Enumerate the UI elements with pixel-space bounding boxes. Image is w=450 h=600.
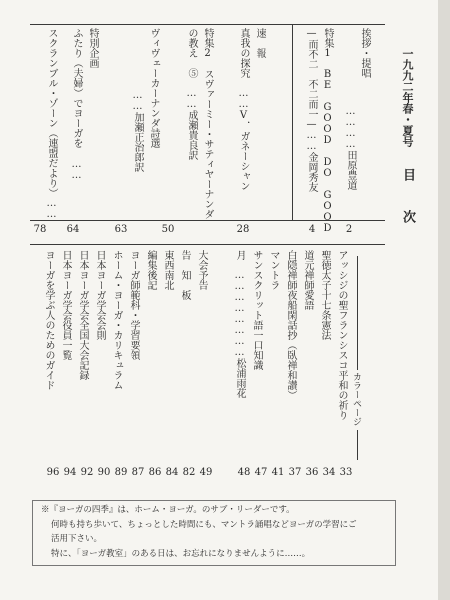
top-rule bbox=[30, 24, 385, 25]
color-page-item[interactable]: マントラ bbox=[268, 250, 279, 290]
entry-label: 特集2 スヴァーミー・サティヤーナンダ bbox=[202, 28, 213, 219]
page-number: 84 bbox=[165, 467, 179, 478]
misc-entry[interactable]: 大会予告 bbox=[196, 250, 207, 290]
color-page-label: カラーページ bbox=[351, 372, 361, 426]
misc-entry[interactable]: ヨーガ師範科・学習要領 bbox=[128, 250, 139, 360]
entry-author: …………田原豊道 bbox=[345, 106, 356, 190]
page-number: 92 bbox=[80, 467, 94, 478]
issue-label: 一九九二年春・夏号 bbox=[401, 48, 414, 147]
misc-entry[interactable]: ヨーガを学ぶ人のためのガイド bbox=[43, 250, 54, 390]
misc-entry[interactable]: 日本ヨーガ学会全国大会記録 bbox=[77, 250, 88, 380]
entry-author: ふたり（夫婦）でヨーガを …… bbox=[71, 28, 82, 181]
entry-author: 真我の探究 ……V．ガネーシャン bbox=[238, 28, 249, 191]
misc-entry[interactable]: 告 知 板 bbox=[179, 250, 190, 300]
page-number: 50 bbox=[161, 224, 175, 235]
page-number: 41 bbox=[271, 467, 285, 478]
page-edge bbox=[438, 0, 450, 600]
page-number: 86 bbox=[148, 467, 162, 478]
notice-line-3: 活用下さい。 bbox=[51, 534, 103, 544]
entry-label: 特別企画 bbox=[87, 28, 98, 68]
page-number: 89 bbox=[114, 467, 128, 478]
color-page-item[interactable]: 白隠禅師夜船閑話抄（臥禅和讃） bbox=[285, 250, 296, 400]
page-number: 49 bbox=[199, 467, 213, 478]
notice-line-1: ※『ヨーガの四季』は、ホーム・ヨーガ。のサブ・リーダーです。 bbox=[41, 505, 295, 515]
entry-label: 挨拶・提唱 bbox=[359, 28, 370, 78]
page-number: 94 bbox=[63, 467, 77, 478]
color-page-item[interactable]: 聖徳太子十七条憲法 bbox=[319, 250, 330, 340]
entry-author: ……加瀬正治郎訳 bbox=[132, 90, 143, 172]
page-number: 4 bbox=[308, 224, 316, 235]
page-number: 28 bbox=[236, 224, 250, 235]
entry-author: —而不二 不二而一—……金岡秀友 bbox=[306, 28, 317, 192]
color-page-item[interactable]: アッシジの聖フランシスコ平和の祈り bbox=[336, 250, 347, 420]
page-number: 36 bbox=[305, 467, 319, 478]
page-number: 2 bbox=[345, 224, 353, 235]
misc-entry[interactable]: 日本ヨーガ学会役員一覧 bbox=[60, 250, 71, 360]
entry-label: スクランブル・ゾーン（連盟だより）…… bbox=[46, 28, 57, 220]
color-page-item[interactable]: 月 ……………………松浦雨花 bbox=[234, 250, 245, 398]
page-number: 63 bbox=[114, 224, 128, 235]
page-number: 34 bbox=[322, 467, 336, 478]
page-number: 78 bbox=[33, 224, 47, 235]
misc-entry[interactable]: 編集後記 bbox=[145, 250, 156, 290]
page-number: 90 bbox=[97, 467, 111, 478]
misc-entry[interactable]: 東西南北 bbox=[162, 250, 173, 290]
notice-box bbox=[32, 500, 396, 566]
page-number: 64 bbox=[66, 224, 80, 235]
column-divider bbox=[292, 24, 293, 220]
entry-label: 速 報 bbox=[254, 28, 265, 58]
color-page-line-bottom bbox=[357, 430, 358, 460]
misc-entry[interactable]: 日本ヨーガ学会会則 bbox=[94, 250, 105, 340]
page-number: 82 bbox=[182, 467, 196, 478]
entry-author: の教え ⑤ ……成瀬貴良訳 bbox=[186, 28, 197, 160]
color-page-item[interactable]: サンスクリット語一口知識 bbox=[251, 250, 262, 370]
notice-line-2: 何時も持ち歩いて、ちょっとした時間にも、マントラ誦唱などヨーガの学習にご bbox=[51, 520, 357, 530]
section-divider bbox=[30, 244, 385, 245]
misc-entry[interactable]: ホーム・ヨーガ・カリキュラム bbox=[111, 250, 122, 390]
entry-label: 特集1 BE GOOD DO GOOD bbox=[322, 28, 333, 234]
entry-label: ヴィヴェーカーナンダ詩選 bbox=[148, 28, 159, 148]
notice-line-4: 特に、「ヨーガ教室」のある日は、お忘れになりませんように……。 bbox=[51, 549, 311, 559]
page-number: 96 bbox=[46, 467, 60, 478]
page-title: 目 次 bbox=[400, 168, 415, 231]
color-page-line-top bbox=[357, 256, 358, 370]
page-number: 48 bbox=[237, 467, 251, 478]
page-number: 37 bbox=[288, 467, 302, 478]
page-number: 87 bbox=[131, 467, 145, 478]
page-number: 47 bbox=[254, 467, 268, 478]
color-page-item[interactable]: 道元禅師愛語 bbox=[302, 250, 313, 310]
page-number: 33 bbox=[339, 467, 353, 478]
